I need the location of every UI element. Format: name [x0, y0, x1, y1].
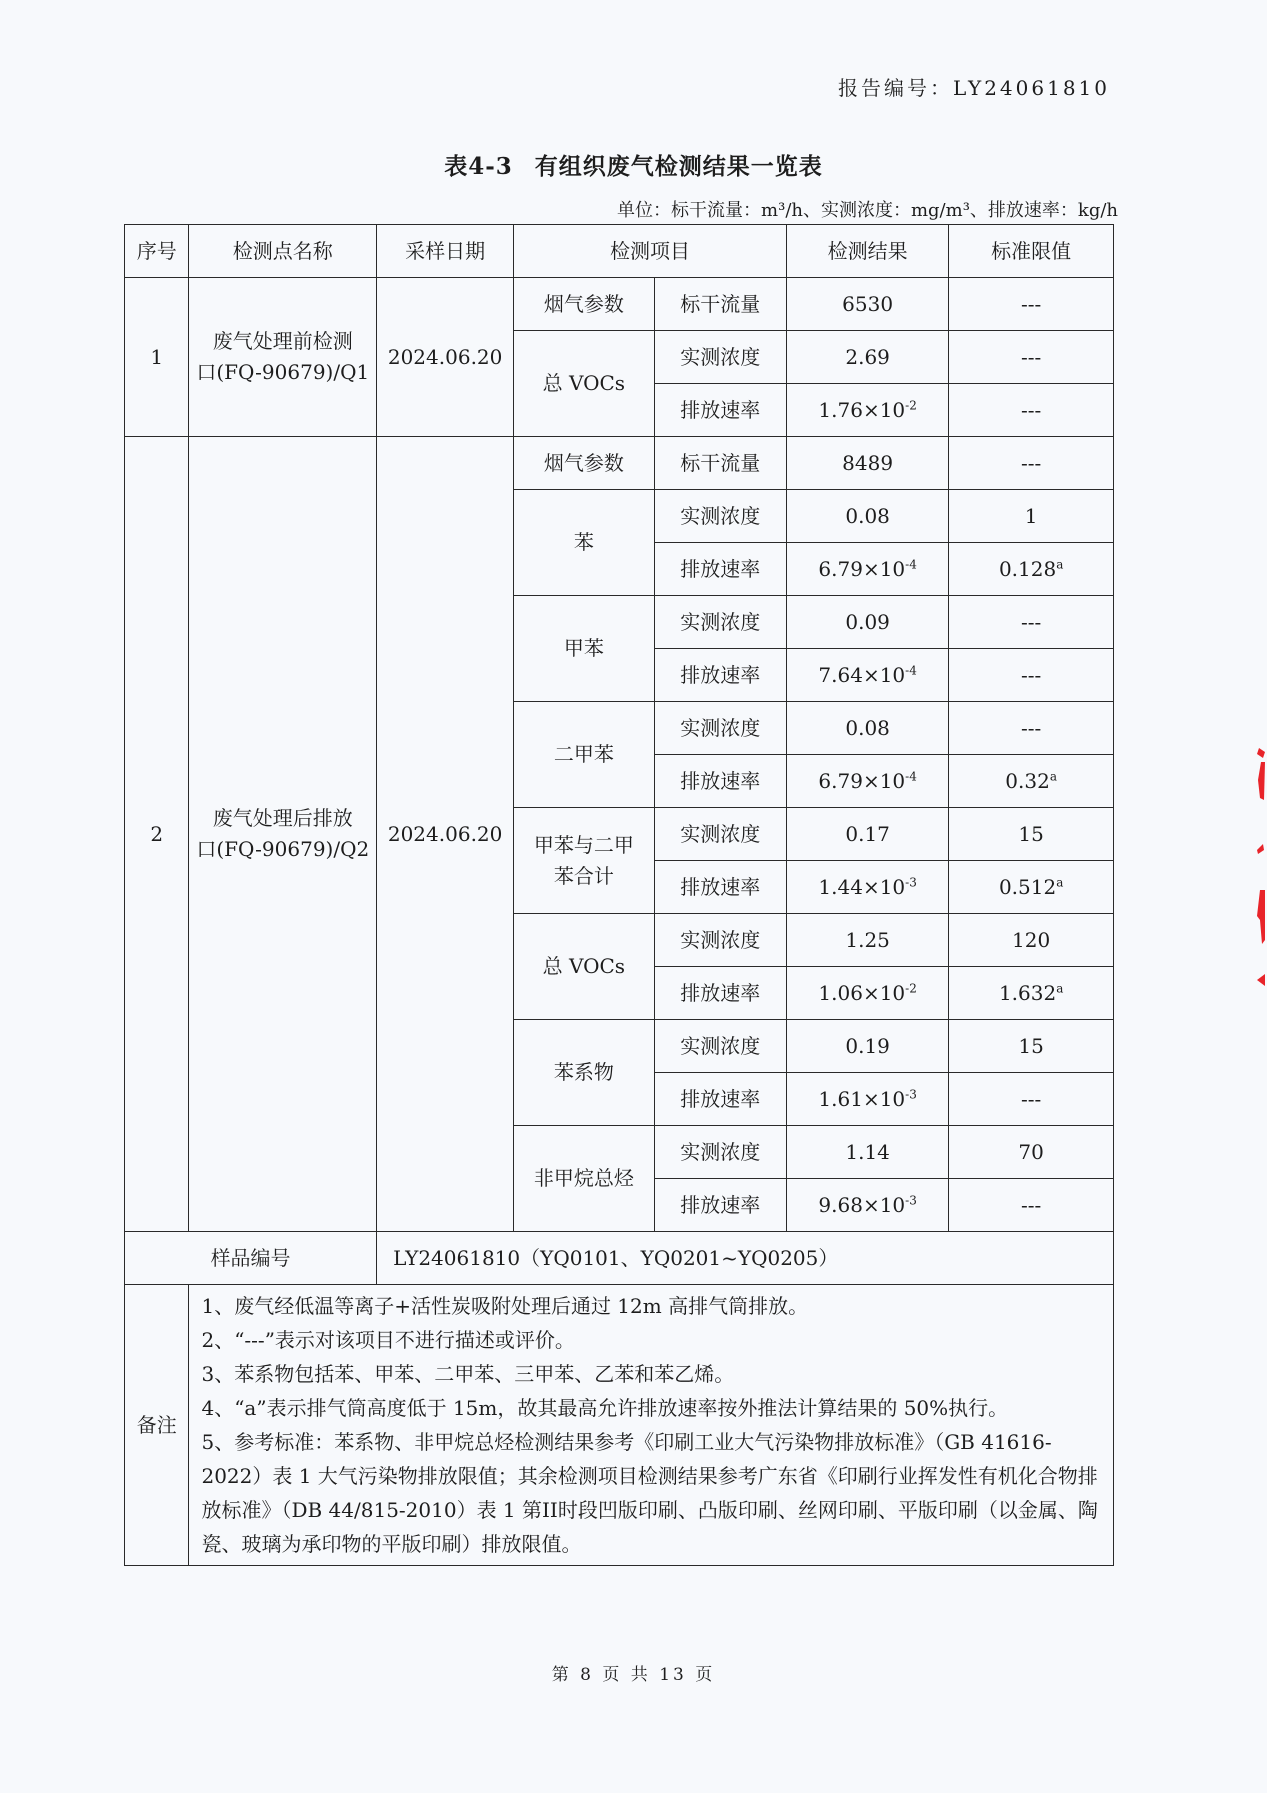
col-header-site: 检测点名称	[189, 225, 377, 278]
result-mantissa: 1.06×10	[818, 980, 906, 1005]
table-row	[125, 437, 1114, 490]
limit-footnote-mark: a	[1056, 874, 1064, 889]
limit: 15	[949, 808, 1114, 861]
note-3: 3、苯系物包括苯、甲苯、二甲苯、三甲苯、乙苯和苯乙烯。	[201, 1362, 735, 1386]
table-row	[125, 278, 1114, 331]
limit-value: 0.128	[998, 556, 1057, 581]
param: 排放速率	[654, 649, 786, 702]
param: 实测浓度	[654, 490, 786, 543]
item-group	[514, 808, 654, 914]
red-seal-stamp-fragment-icon	[1245, 740, 1267, 990]
results-table	[124, 224, 1114, 1566]
limit: ---	[949, 702, 1114, 755]
result	[786, 861, 948, 914]
item-group: 总 VOCs	[514, 331, 654, 437]
result: 6530	[786, 278, 948, 331]
limit-footnote-mark: a	[1056, 980, 1064, 995]
limit: ---	[949, 1073, 1114, 1126]
result: 0.08	[786, 702, 948, 755]
result-exponent: -4	[905, 662, 917, 677]
note-4: 4、“a”表示排气筒高度低于 15m，故其最高允许排放速率按外推法计算结果的 50%执行。	[201, 1396, 1009, 1420]
param: 实测浓度	[654, 914, 786, 967]
item-group: 苯系物	[514, 1020, 654, 1126]
report-number-label: 报告编号：	[838, 76, 953, 100]
result: 8489	[786, 437, 948, 490]
site-name-line2: 口(FQ-90679)/Q1	[196, 360, 370, 384]
param: 实测浓度	[654, 596, 786, 649]
sample-number-label: 样品编号	[125, 1232, 377, 1285]
item-group: 苯	[514, 490, 654, 596]
result: 0.19	[786, 1020, 948, 1073]
item-group: 总 VOCs	[514, 914, 654, 1020]
item-group-line2: 苯合计	[553, 863, 614, 888]
result	[786, 543, 948, 596]
result-mantissa: 6.79×10	[818, 556, 906, 581]
result-exponent: -3	[905, 1086, 917, 1101]
sample-date: 2024.06.20	[377, 437, 514, 1232]
param: 排放速率	[654, 861, 786, 914]
limit	[949, 755, 1114, 808]
param: 排放速率	[654, 1179, 786, 1232]
col-header-result: 检测结果	[786, 225, 948, 278]
limit: ---	[949, 384, 1114, 437]
result	[786, 967, 948, 1020]
result	[786, 755, 948, 808]
table-number: 表4-3	[444, 153, 513, 180]
result	[786, 1179, 948, 1232]
result-mantissa: 1.61×10	[818, 1086, 906, 1111]
site-name-line1: 废气处理前检测	[212, 329, 353, 353]
item-group-line1: 甲苯与二甲	[533, 832, 634, 857]
table-header-row	[125, 225, 1114, 278]
sample-number-value: LY24061810（YQ0101、YQ0201~YQ0205）	[377, 1232, 1114, 1285]
item-group: 非甲烷总烃	[514, 1126, 654, 1232]
result	[786, 649, 948, 702]
result	[786, 384, 948, 437]
limit: ---	[949, 1179, 1114, 1232]
limit: 70	[949, 1126, 1114, 1179]
col-header-limit: 标准限值	[949, 225, 1114, 278]
param: 排放速率	[654, 755, 786, 808]
result-exponent: -3	[905, 874, 917, 889]
result-mantissa: 6.79×10	[818, 768, 906, 793]
result-mantissa: 1.76×10	[818, 397, 906, 422]
result	[786, 1073, 948, 1126]
result-exponent: -4	[905, 556, 917, 571]
item-group: 二甲苯	[514, 702, 654, 808]
item-group: 烟气参数	[514, 437, 654, 490]
limit: ---	[949, 596, 1114, 649]
param: 排放速率	[654, 967, 786, 1020]
result-exponent: -2	[905, 397, 917, 412]
result-mantissa: 7.64×10	[818, 662, 906, 687]
result-exponent: -2	[905, 980, 917, 995]
note-5: 5、参考标准：苯系物、非甲烷总烃检测结果参考《印刷工业大气污染物排放标准》（GB 41616-2022）表 1 大气污染物排放限值；其余检测项目检测结果参考广东省《印刷行业挥发性有机化合物排放标准》（DB 44/815-2010）表 1 第II时段凹版印刷、凸版印刷、丝网印刷、平版印刷（以金属、陶瓷、玻璃为承印物的平版印刷）排放限值。	[201, 1430, 1098, 1556]
item-group: 甲苯	[514, 596, 654, 702]
param: 标干流量	[654, 278, 786, 331]
result-mantissa: 1.44×10	[818, 874, 906, 899]
limit-footnote-mark: a	[1049, 768, 1057, 783]
result-exponent: -3	[905, 1192, 917, 1207]
item-group: 烟气参数	[514, 278, 654, 331]
site-name	[189, 437, 377, 1232]
result: 0.17	[786, 808, 948, 861]
sample-date: 2024.06.20	[377, 278, 514, 437]
notes-row	[125, 1285, 1114, 1566]
limit: 120	[949, 914, 1114, 967]
param: 排放速率	[654, 1073, 786, 1126]
sample-number-row	[125, 1232, 1114, 1285]
site-name-line1: 废气处理后排放	[212, 806, 353, 830]
site-no: 2	[125, 437, 189, 1232]
limit-value: 1.632	[998, 980, 1057, 1005]
report-number	[838, 72, 1110, 101]
site-no: 1	[125, 278, 189, 437]
result: 1.25	[786, 914, 948, 967]
limit-footnote-mark: a	[1056, 556, 1064, 571]
table-title-text: 有组织废气检测结果一览表	[534, 153, 823, 180]
limit: ---	[949, 437, 1114, 490]
limit: 15	[949, 1020, 1114, 1073]
param: 排放速率	[654, 384, 786, 437]
page-footer: 第 8 页 共 13 页	[551, 1665, 716, 1685]
result-mantissa: 9.68×10	[818, 1192, 906, 1217]
result: 0.09	[786, 596, 948, 649]
param: 实测浓度	[654, 331, 786, 384]
notes-body	[189, 1285, 1114, 1566]
result: 2.69	[786, 331, 948, 384]
col-header-date: 采样日期	[377, 225, 514, 278]
note-1: 1、废气经低温等离子+活性炭吸附处理后通过 12m 高排气筒排放。	[201, 1294, 809, 1318]
result: 0.08	[786, 490, 948, 543]
limit	[949, 967, 1114, 1020]
limit	[949, 861, 1114, 914]
col-header-item: 检测项目	[514, 225, 787, 278]
note-2: 2、“---”表示对该项目不进行描述或评价。	[201, 1328, 575, 1352]
report-number-value: LY24061810	[953, 76, 1111, 100]
param: 排放速率	[654, 543, 786, 596]
limit: 1	[949, 490, 1114, 543]
limit: ---	[949, 649, 1114, 702]
param: 实测浓度	[654, 702, 786, 755]
site-name-line2: 口(FQ-90679)/Q2	[196, 837, 370, 861]
table-title	[0, 148, 1267, 181]
site-name	[189, 278, 377, 437]
param: 标干流量	[654, 437, 786, 490]
units-note: 单位：标干流量：m³/h、实测浓度：mg/m³、排放速率：kg/h	[617, 200, 1118, 221]
result-exponent: -4	[905, 768, 917, 783]
limit	[949, 543, 1114, 596]
limit-value: 0.512	[998, 874, 1057, 899]
notes-label: 备注	[125, 1285, 189, 1566]
result: 1.14	[786, 1126, 948, 1179]
col-header-no: 序号	[125, 225, 189, 278]
limit: ---	[949, 331, 1114, 384]
limit: ---	[949, 278, 1114, 331]
param: 实测浓度	[654, 808, 786, 861]
param: 实测浓度	[654, 1126, 786, 1179]
param: 实测浓度	[654, 1020, 786, 1073]
limit-value: 0.32	[1005, 768, 1050, 793]
